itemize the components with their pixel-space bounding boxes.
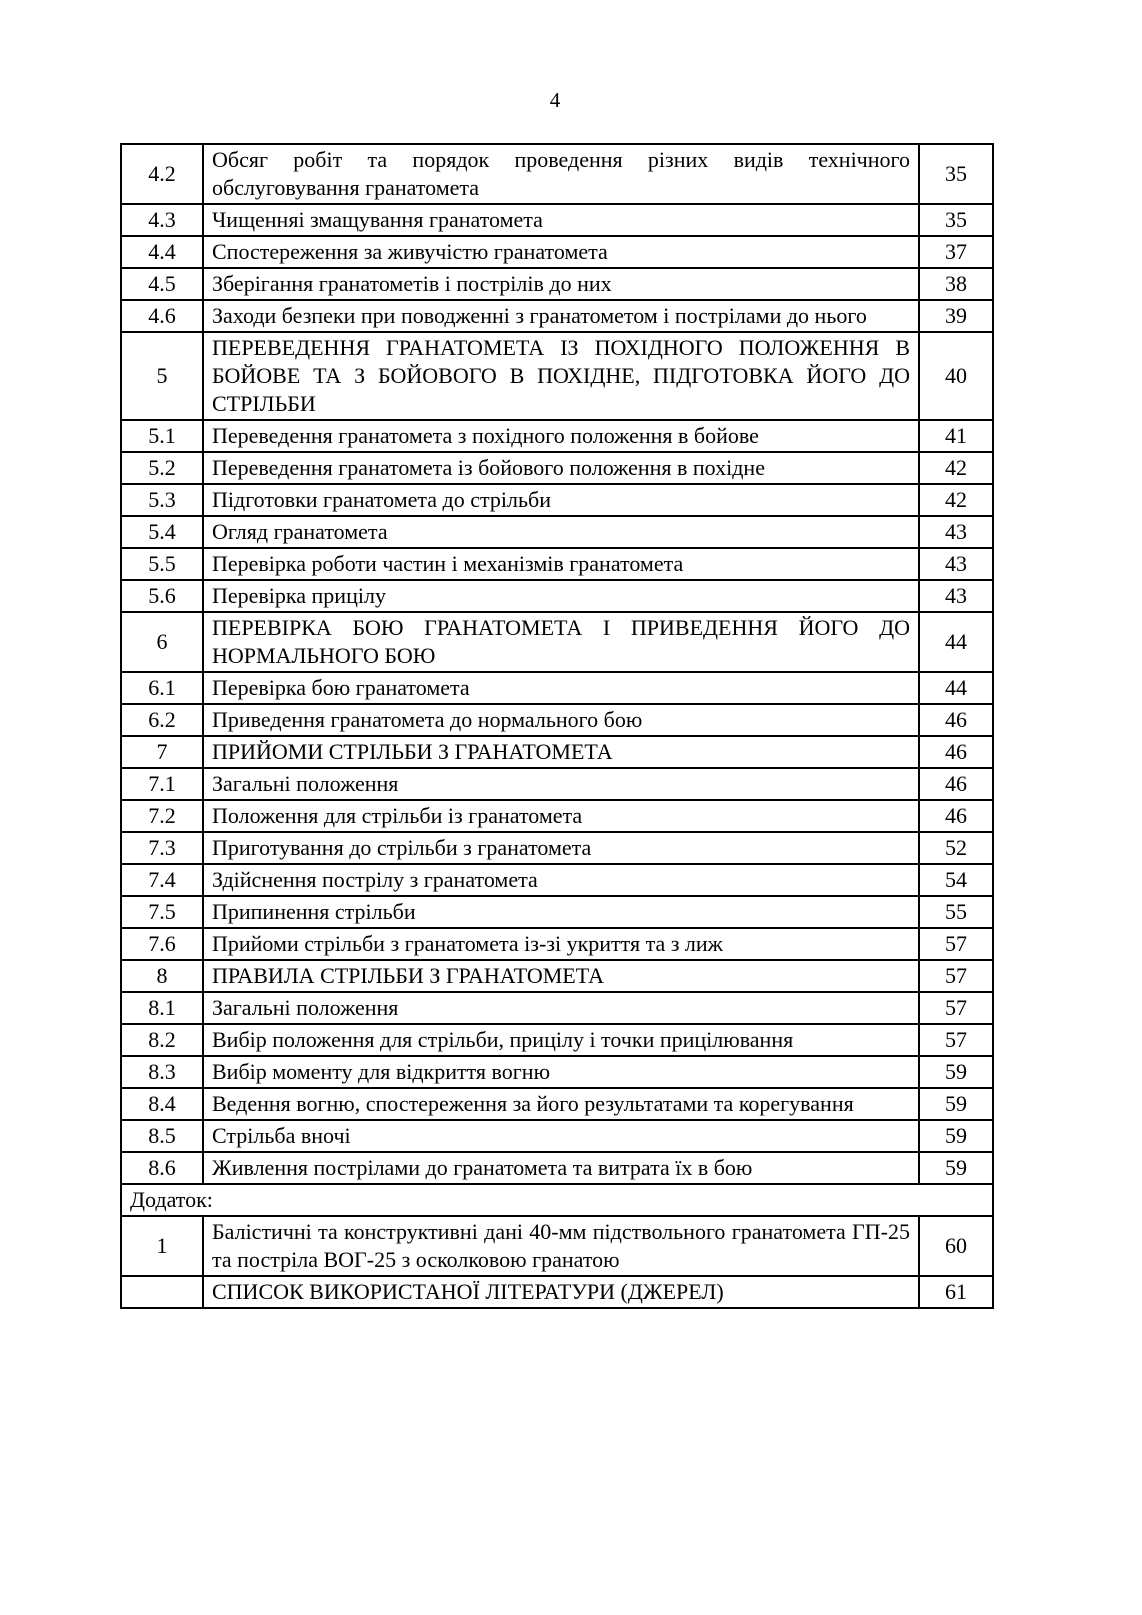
toc-table-body xyxy=(121,144,993,1308)
toc-row-title: Вибір моменту для відкриття вогню xyxy=(203,1056,919,1088)
toc-row-page: 52 xyxy=(919,832,993,864)
toc-row-number: 5.2 xyxy=(121,452,203,484)
toc-row-title: ПРАВИЛА СТРІЛЬБИ З ГРАНАТОМЕТА xyxy=(203,960,919,992)
toc-row-title: Положення для стрільби із гранатомета xyxy=(203,800,919,832)
toc-row-page: 59 xyxy=(919,1088,993,1120)
toc-row-title: Вибір положення для стрільби, прицілу і точки прицілювання xyxy=(203,1024,919,1056)
toc-row-title: Підготовки гранатомета до стрільби xyxy=(203,484,919,516)
toc-row xyxy=(121,1276,993,1308)
toc-row-page: 40 xyxy=(919,332,993,420)
toc-row xyxy=(121,704,993,736)
toc-row xyxy=(121,832,993,864)
toc-row-title: Перевірка прицілу xyxy=(203,580,919,612)
toc-row-title: Приведення гранатомета до нормального бою xyxy=(203,704,919,736)
toc-row-page: 43 xyxy=(919,516,993,548)
toc-row xyxy=(121,612,993,672)
toc-row-title: Стрільба вночі xyxy=(203,1120,919,1152)
toc-row-title: Заходи безпеки при поводженні з гранатометом і пострілами до нього xyxy=(203,300,919,332)
toc-row-page: 46 xyxy=(919,704,993,736)
toc-row-number: 1 xyxy=(121,1216,203,1276)
toc-table xyxy=(120,143,994,1309)
toc-row-number: 5.1 xyxy=(121,420,203,452)
toc-row xyxy=(121,736,993,768)
toc-row-number: 4.3 xyxy=(121,204,203,236)
toc-row-number: 6.1 xyxy=(121,672,203,704)
appendix-label: Додаток: xyxy=(121,1184,993,1216)
toc-row-page: 60 xyxy=(919,1216,993,1276)
toc-row-number: 8.3 xyxy=(121,1056,203,1088)
toc-row-number: 4.2 xyxy=(121,144,203,204)
toc-row xyxy=(121,420,993,452)
toc-row-number: 8.1 xyxy=(121,992,203,1024)
toc-row xyxy=(121,1120,993,1152)
toc-row-number: 8.4 xyxy=(121,1088,203,1120)
toc-row xyxy=(121,300,993,332)
toc-row xyxy=(121,1152,993,1184)
toc-row xyxy=(121,672,993,704)
toc-row-page: 55 xyxy=(919,896,993,928)
toc-row-number: 5.5 xyxy=(121,548,203,580)
toc-row-number: 8.6 xyxy=(121,1152,203,1184)
toc-row-number: 5 xyxy=(121,332,203,420)
toc-row xyxy=(121,1088,993,1120)
toc-row-number: 7.3 xyxy=(121,832,203,864)
toc-row-page: 44 xyxy=(919,672,993,704)
toc-row-title: ПРИЙОМИ СТРІЛЬБИ З ГРАНАТОМЕТА xyxy=(203,736,919,768)
toc-row xyxy=(121,1184,993,1216)
toc-row-number: 8.5 xyxy=(121,1120,203,1152)
toc-row-page: 35 xyxy=(919,144,993,204)
toc-row-page: 41 xyxy=(919,420,993,452)
toc-row-title: Переведення гранатомета із бойового положення в похідне xyxy=(203,452,919,484)
toc-row-page: 59 xyxy=(919,1152,993,1184)
toc-row-page: 39 xyxy=(919,300,993,332)
toc-row-number: 5.3 xyxy=(121,484,203,516)
toc-row-number: 4.4 xyxy=(121,236,203,268)
toc-row-page: 46 xyxy=(919,768,993,800)
toc-row xyxy=(121,768,993,800)
toc-row-title: Ведення вогню, спостереження за його результатами та корегування xyxy=(203,1088,919,1120)
toc-row-page: 35 xyxy=(919,204,993,236)
toc-row-number: 5.4 xyxy=(121,516,203,548)
toc-row xyxy=(121,864,993,896)
toc-row-number: 4.5 xyxy=(121,268,203,300)
toc-row-number: 7.2 xyxy=(121,800,203,832)
toc-row-title: Живлення пострілами до гранатомета та витрата їх в бою xyxy=(203,1152,919,1184)
toc-row-page: 43 xyxy=(919,580,993,612)
toc-row-title: Приготування до стрільби з гранатомета xyxy=(203,832,919,864)
toc-row xyxy=(121,236,993,268)
toc-row-page: 46 xyxy=(919,736,993,768)
toc-row xyxy=(121,516,993,548)
toc-row-page: 57 xyxy=(919,928,993,960)
toc-row xyxy=(121,332,993,420)
toc-row-title: Чищенняі змащування гранатомета xyxy=(203,204,919,236)
toc-row xyxy=(121,1056,993,1088)
toc-row-title: ПЕРЕВІРКА БОЮ ГРАНАТОМЕТА І ПРИВЕДЕННЯ ЙОГО ДО НОРМАЛЬНОГО БОЮ xyxy=(203,612,919,672)
toc-row-page: 37 xyxy=(919,236,993,268)
toc-row-page: 46 xyxy=(919,800,993,832)
toc-row xyxy=(121,484,993,516)
toc-row xyxy=(121,580,993,612)
toc-row-number: 7.4 xyxy=(121,864,203,896)
toc-row xyxy=(121,800,993,832)
toc-row-title: Зберігання гранатометів і пострілів до них xyxy=(203,268,919,300)
toc-row-page: 54 xyxy=(919,864,993,896)
page-number: 4 xyxy=(549,88,561,112)
toc-row-number: 8.2 xyxy=(121,1024,203,1056)
toc-row-number xyxy=(121,1276,203,1308)
toc-row xyxy=(121,1216,993,1276)
toc-row-page: 57 xyxy=(919,960,993,992)
toc-row-title: Спостереження за живучістю гранатомета xyxy=(203,236,919,268)
toc-row-page: 57 xyxy=(919,992,993,1024)
toc-row xyxy=(121,548,993,580)
toc-row xyxy=(121,992,993,1024)
toc-row-title: Здійснення пострілу з гранатомета xyxy=(203,864,919,896)
toc-row-page: 42 xyxy=(919,484,993,516)
toc-row xyxy=(121,452,993,484)
toc-row-title: Перевірка бою гранатомета xyxy=(203,672,919,704)
toc-row xyxy=(121,144,993,204)
toc-row-number: 6.2 xyxy=(121,704,203,736)
toc-row xyxy=(121,1024,993,1056)
toc-row-page: 44 xyxy=(919,612,993,672)
toc-row-number: 4.6 xyxy=(121,300,203,332)
toc-row-page: 42 xyxy=(919,452,993,484)
toc-row-page: 38 xyxy=(919,268,993,300)
toc-row xyxy=(121,960,993,992)
toc-row-page: 61 xyxy=(919,1276,993,1308)
toc-row-page: 59 xyxy=(919,1056,993,1088)
toc-row-title: Огляд гранатомета xyxy=(203,516,919,548)
toc-row-title: Прийоми стрільби з гранатомета із-зі укриття та з лиж xyxy=(203,928,919,960)
toc-row-title: Загальні положення xyxy=(203,768,919,800)
toc-row xyxy=(121,268,993,300)
toc-row-title: СПИСОК ВИКОРИСТАНОЇ ЛІТЕРАТУРИ (ДЖЕРЕЛ) xyxy=(203,1276,919,1308)
toc-row-number: 7 xyxy=(121,736,203,768)
toc-row-title: Балістичні та конструктивні дані 40-мм підствольного гранатомета ГП-25 та постріла ВОГ-25 з осколковою гранатою xyxy=(203,1216,919,1276)
toc-row-title: Переведення гранатомета з похідного положення в бойове xyxy=(203,420,919,452)
toc-row-title: Припинення стрільби xyxy=(203,896,919,928)
toc-row-title: Обсяг робіт та порядок проведення різних видів технічного обслуговування гранатомета xyxy=(203,144,919,204)
toc-row-title: ПЕРЕВЕДЕННЯ ГРАНАТОМЕТА ІЗ ПОХІДНОГО ПОЛОЖЕННЯ В БОЙОВЕ ТА З БОЙОВОГО В ПОХІДНЕ, ПІДГОТОВКА ЙОГО ДО СТРІЛЬБИ xyxy=(203,332,919,420)
toc-row-page: 43 xyxy=(919,548,993,580)
toc-row xyxy=(121,896,993,928)
toc-row-title: Перевірка роботи частин і механізмів гранатомета xyxy=(203,548,919,580)
toc-row-number: 5.6 xyxy=(121,580,203,612)
toc-row-page: 57 xyxy=(919,1024,993,1056)
toc-row xyxy=(121,928,993,960)
toc-row-number: 7.5 xyxy=(121,896,203,928)
toc-row-number: 7.6 xyxy=(121,928,203,960)
toc-row-number: 7.1 xyxy=(121,768,203,800)
toc-row-page: 59 xyxy=(919,1120,993,1152)
toc-row-number: 8 xyxy=(121,960,203,992)
toc-row-number: 6 xyxy=(121,612,203,672)
toc-row-title: Загальні положення xyxy=(203,992,919,1024)
toc-row xyxy=(121,204,993,236)
